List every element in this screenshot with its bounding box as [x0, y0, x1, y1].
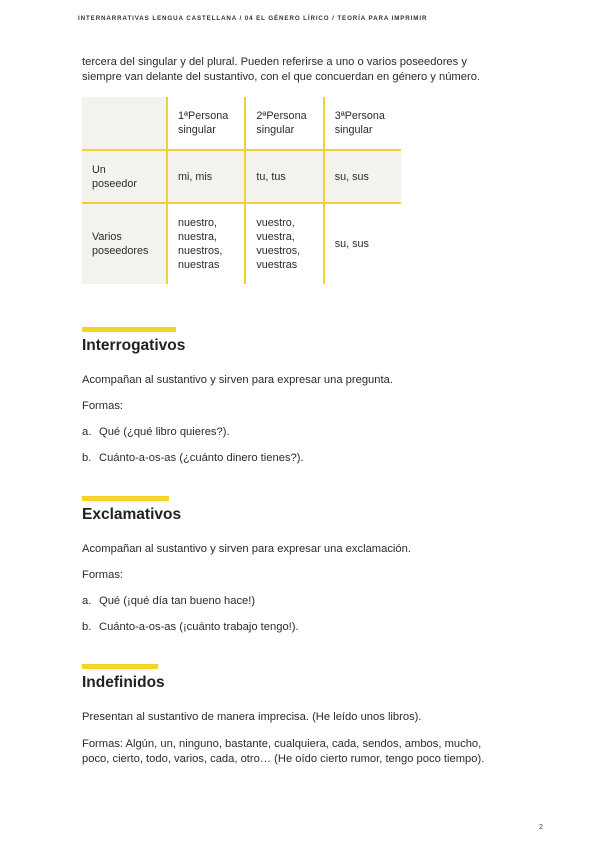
section-accent-bar	[82, 327, 176, 332]
list-item: a. Qué (¿qué libro quieres?).	[82, 426, 230, 438]
interrogativos-formas-label: Formas:	[82, 400, 124, 412]
list-item: a. Qué (¡qué día tan bueno hace!)	[82, 595, 256, 607]
table-header-cell: 2ªPersona singular	[245, 97, 323, 150]
possessives-table	[82, 97, 401, 284]
table-row	[82, 203, 401, 284]
table-cell: mi, mis	[167, 150, 245, 203]
exclamativos-formas-label: Formas:	[82, 569, 124, 581]
intro-paragraph: tercera del singular y del plural. Pueden referirse a uno o varios poseedores y siempre van delante del sustantivo, con el que concuerdan en género y número.	[82, 56, 481, 83]
table-corner-cell	[82, 97, 167, 150]
list-marker: a.	[82, 595, 92, 607]
table-cell: vuestro, vuestra, vuestros, vuestras	[245, 203, 323, 284]
section-title-indefinidos: Indefinidos	[82, 674, 165, 691]
list-marker: b.	[82, 452, 92, 464]
indefinidos-formas: Formas: Algún, un, ninguno, bastante, cualquiera, cada, sendos, ambos, mucho, poco, cierto, todo, varios, cada, otro… (He oído cierto rumor, tengo poco tiempo).	[82, 738, 485, 765]
list-marker: b.	[82, 621, 92, 633]
table-cell: tu, tus	[245, 150, 323, 203]
exclamativos-description: Acompañan al sustantivo y sirven para expresar una exclamación.	[82, 543, 411, 555]
table-cell: su, sus	[324, 203, 401, 284]
interrogativos-description: Acompañan al sustantivo y sirven para expresar una pregunta.	[82, 374, 393, 386]
table-header-cell: 1ªPersona singular	[167, 97, 245, 150]
table-header-row	[82, 97, 401, 150]
section-accent-bar	[82, 496, 169, 501]
list-item: b. Cuánto-a-os-as (¿cuánto dinero tienes?).	[82, 452, 304, 464]
table-cell: su, sus	[324, 150, 401, 203]
table-header-cell: 3ªPersona singular	[324, 97, 401, 150]
table-cell: nuestro, nuestra, nuestros, nuestras	[167, 203, 245, 284]
page-number: 2	[539, 824, 543, 831]
indefinidos-description: Presentan al sustantivo de manera imprecisa. (He leído unos libros).	[82, 711, 422, 723]
section-title-interrogativos: Interrogativos	[82, 337, 186, 354]
list-item: b. Cuánto-a-os-as (¡cuánto trabajo tengo!).	[82, 621, 299, 633]
table-row	[82, 150, 401, 203]
running-header: INTERNARRATIVAS LENGUA CASTELLANA / 04 EL GÉNERO LÍRICO / TEORÍA PARA IMPRIMIR	[78, 15, 428, 22]
row-label-cell: Varios poseedores	[82, 203, 167, 284]
row-label-cell: Un poseedor	[82, 150, 167, 203]
section-title-exclamativos: Exclamativos	[82, 506, 182, 523]
section-accent-bar	[82, 664, 158, 669]
list-marker: a.	[82, 426, 92, 438]
